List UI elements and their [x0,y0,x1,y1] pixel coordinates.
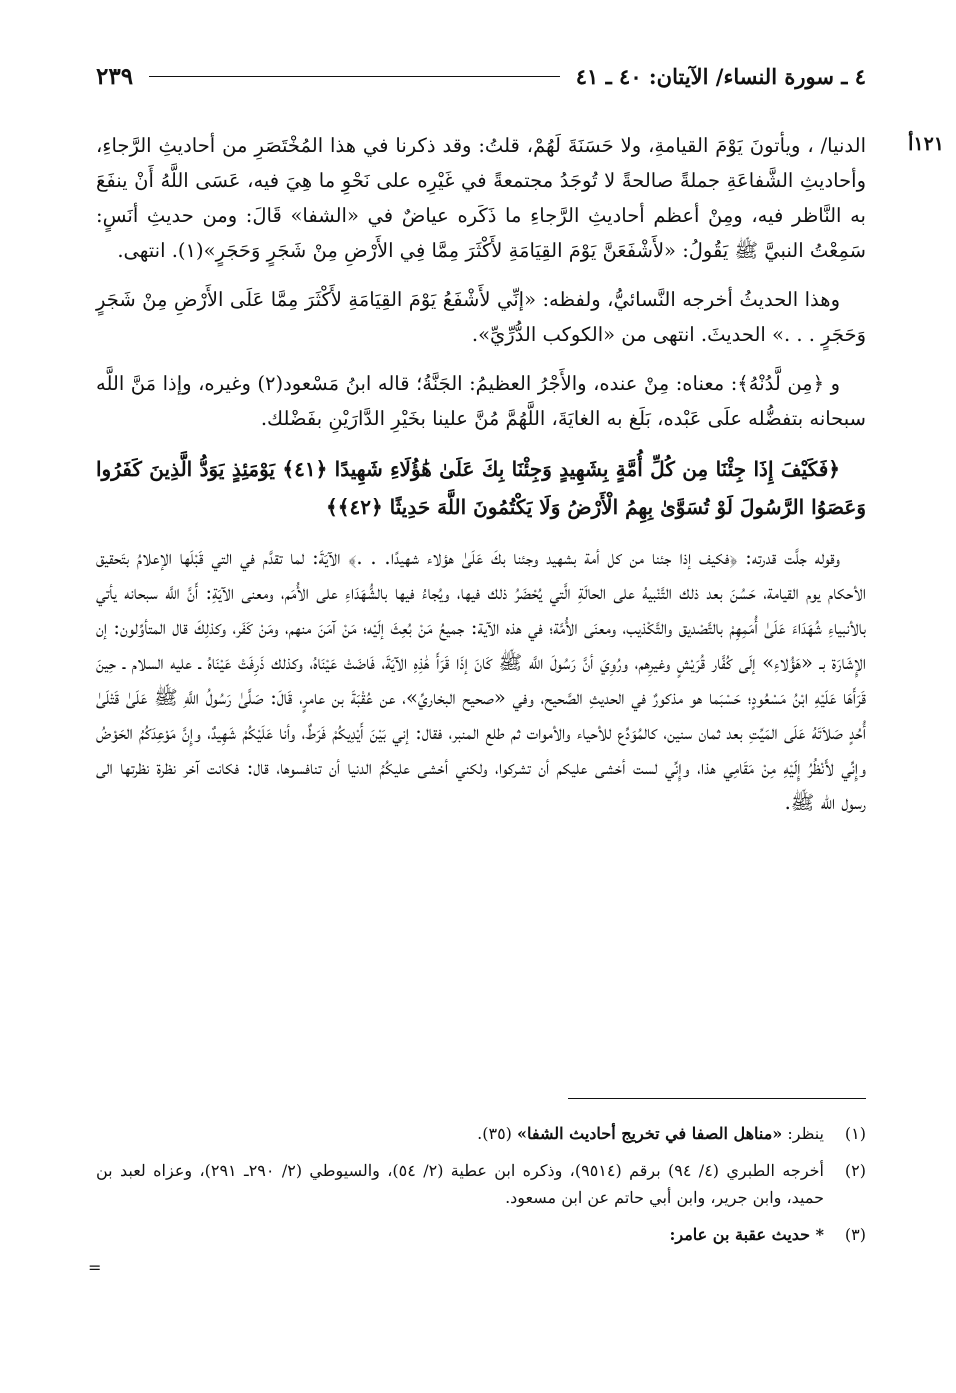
main-text [96,128,866,834]
footnote-text: ينظر: «مناهل الصفا في تخريج أحاديث الشفا» (٣٥). [477,1124,824,1143]
page-number: ٢٣٩ [96,62,134,90]
footnote-1 [96,1120,866,1147]
footnote-2 [96,1157,866,1211]
paragraph-1: الدنيا/ ، ويأتونَ يَوْمَ القيامةِ، ولا حَسَنَةَ لَهُمْ، قلتُ: وقد ذكرنا في هذا المُخْتَصَرِ من أحاديثِ الرَّجاءِ، وأحاديثِ الشَّفاعَةِ جملةً صالحةً لا تُوجَدُ مجتمعةً في غَيْرِه على نَحْوِ ما هِيَ فيه، عَسَى اللَّهُ أَنْ ينفَعَ به النَّاظر فيه، ومِنْ أعظم أحاديثِ الرَّجاءِ ما ذَكَره عياضٌ في «الشفا» قَالَ: ومن حديثِ أنَسٍ: سَمِعْتُ النبيَّ ﷺ يَقُولُ: «لأَشْفَعَنَّ يَوْمَ القِيَامَةِ لأَكْثَرَ مِمَّا فِي الأَرْضِ مِنْ شَجَرٍ وَحَجَرٍ»(١). انتهى. [96,134,866,262]
footnotes [96,1120,866,1258]
footnote-separator [568,1098,866,1099]
footnote-3 [96,1221,866,1248]
header-rule [149,76,560,77]
footnote-text: * حديث عقبة بن عامر: [669,1225,824,1244]
footnote-number: (٣) [844,1225,866,1244]
paragraph-3: و ﴿مِن لَّدُنْهُ﴾: معناه: مِنْ عنده، والأَجْرُ العظيمُ: الجَنَّةُ؛ قاله ابنُ مَسْعود(٢) وغيره، وإذا مَنَّ اللَّه سبحانه بتفضُّله علَى عَبْده، بَلَغ به الغايَةَ، اللَّهُمَّ مُنَّ علينا بخَيْرِ الدَّارَيْنِ بفَضْلك. [96,372,866,430]
footnote-number: (١) [844,1124,866,1143]
page-header [96,58,866,94]
running-title: ٤ ـ سورة النساء/ الآيتان: ٤٠ ـ ٤١ [575,63,866,89]
paragraph-2: وهذا الحديثُ أخرجه النَّسائيُّ، ولفظه: «إنِّي لأَشْفَعُ يَوْمَ القِيَامَةِ لأَكْثَرَ مِمَّا عَلَى الأَرْضِ مِنْ شَجَرٍ وَحَجَرٍ . . .» الحديثَ. انتهى من «الكوكب الدُّرِّيِّ». [96,288,866,346]
footnote-number: (٢) [844,1161,866,1180]
paragraph-commentary: وقوله جلَّت قدرته: ﴿فكيف إذا جئنا من كل أمة بشهيد وجئنا بكَ عَلَىٰ هؤلاء شهيدًا. . .﴾ الآيَةَ: لما تقدَّم في التي قَبْلَها الإعلامُ بتَحقيق الأحكام يوم القيامة، حَسُنَ بعد ذلك التَّنْبيهُ على الحالَةِ الَّتي يُحْضَرُ ذلك فيها، ويُجاءُ فيها بالشُّهَدَاءِ على الأُمَم، ومعنى الآيَةِ: أَنَّ اللَّه سبحانه يأتي بالأنبياءِ شُهَدَاءَ عَلَىٰ أُمَمِهِمْ بالتَّصْديق والتَّكْذيب، ومعنَى الأُمَّة؛ في هذه الآية: جميعُ مَنْ بُعِثَ إلَيْه؛ مَنْ آمَنَ منهم، ومَنْ كَفَر، وكذلِكَ قال المتأوِّلون: إن الإِشَارَة بـ «هَؤُلاءِ» إلَى كُفَّار قُرَيْشٍ وغيرِهم، ورُوِيَ أنَّ رَسُولَ اللَّه ﷺ كَانَ إذَا قَرَأَ هَٰذِهِ الآيَةَ، فَاضَتْ عَيْنَاهُ، وكذلك ذَرِفَتْ عَيْنَاهُ ـ عليه السلام ـ حِينَ قَرَأَهَا عَلَيْهِ ابْنُ مَسْعُودٍ؛ حَسْبَما هو مذكورٌ في الحديثِ الصَّحيح، وفي «صحيح البخاريِّ»، عن عُقْبَةَ بن عامرٍ، قَالَ: صَلَّىٰ رَسُولُ اللَّهِ ﷺ عَلَىٰ قَتْلَىٰ أُحُدٍ صَلاَتَهُ عَلَى المَيِّتِ بعد ثمان سنين، كالمُوَدِّع للأحياء والأموات ثم طلع المنبر، فقال: إني بَيْنَ أَيْدِيكُمْ فَرَطٌ، وأنا عَلَيْكُمْ شَهِيدٌ، وإِنَّ مَوْعِدَكُمُ الحَوْضُ وإِنِّي لأَنْظُرُ إِلَيْهِ مِنْ مَقَامِي هذا، وإِنِّي لست أخشى عليكم أن تشركوا، ولكني أخشى عليكُمُ الدنيا أن تنافسوها، قال: فكانت آخر نظرة نظرتها الى رسول الله ﷺ. [96,546,866,814]
quran-verse: ﴿فَكَيْفَ إِذَا جِئْنَا مِن كُلِّ أُمَّةٍ بِشَهِيدٍ وَجِئْنَا بِكَ عَلَىٰ هَٰؤُلَاءِ شَهِيدًا ﴿٤١﴾ يَوْمَئِذٍ يَوَدُّ الَّذِينَ كَفَرُوا وَعَصَوُا الرَّسُولَ لَوْ تُسَوَّىٰ بِهِمُ الْأَرْضُ وَلَا يَكْتُمُونَ اللَّهَ حَدِيثًا ﴿٤٢﴾﴾ [96,457,866,519]
manuscript-folio-ref: ١٢١أ [908,133,944,155]
continuation-mark: = [88,1258,102,1277]
footnote-text: أخرجه الطبري (٤/ ٩٤) برقم (٩٥١٤)، وذكره ابن عطية (٢/ ٥٤)، والسيوطي (٢/ ٢٩٠ـ ٢٩١)، وعزاه لعبد بن حميد، وابن جرير، وابن أبي حاتم عن ابن مسعود. [96,1161,824,1207]
